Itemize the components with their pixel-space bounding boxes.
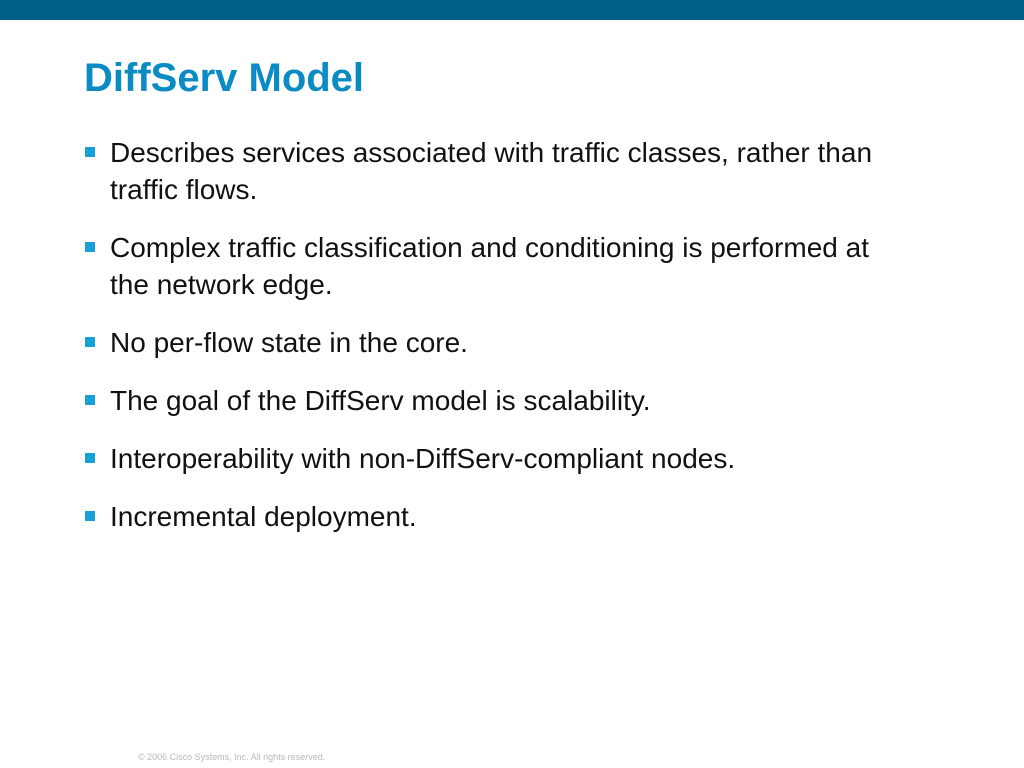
bullet-item (84, 382, 904, 419)
square-bullet-icon (85, 395, 95, 405)
bullet-item (84, 440, 904, 477)
bullet-text: Incremental deployment. (110, 501, 417, 532)
bullet-text: Describes services associated with traffic classes, rather than traffic flows. (110, 137, 873, 205)
bullet-text: The goal of the DiffServ model is scalability. (110, 385, 651, 416)
square-bullet-icon (85, 242, 95, 252)
bullet-text: No per-flow state in the core. (110, 327, 468, 358)
square-bullet-icon (85, 453, 95, 463)
bullet-item (84, 229, 904, 303)
bullet-list (84, 134, 904, 556)
bullet-item (84, 134, 904, 208)
copyright-footer: © 2006 Cisco Systems, Inc. All rights reserved. (138, 752, 326, 762)
square-bullet-icon (85, 511, 95, 521)
slide-title: DiffServ Model (84, 56, 365, 100)
bullet-text: Interoperability with non-DiffServ-compliant nodes. (110, 443, 736, 474)
square-bullet-icon (85, 337, 95, 347)
bullet-item (84, 498, 904, 535)
bullet-text: Complex traffic classification and conditioning is performed at the network edge. (110, 232, 869, 300)
top-banner (0, 0, 1024, 20)
bullet-item (84, 324, 904, 361)
square-bullet-icon (85, 147, 95, 157)
